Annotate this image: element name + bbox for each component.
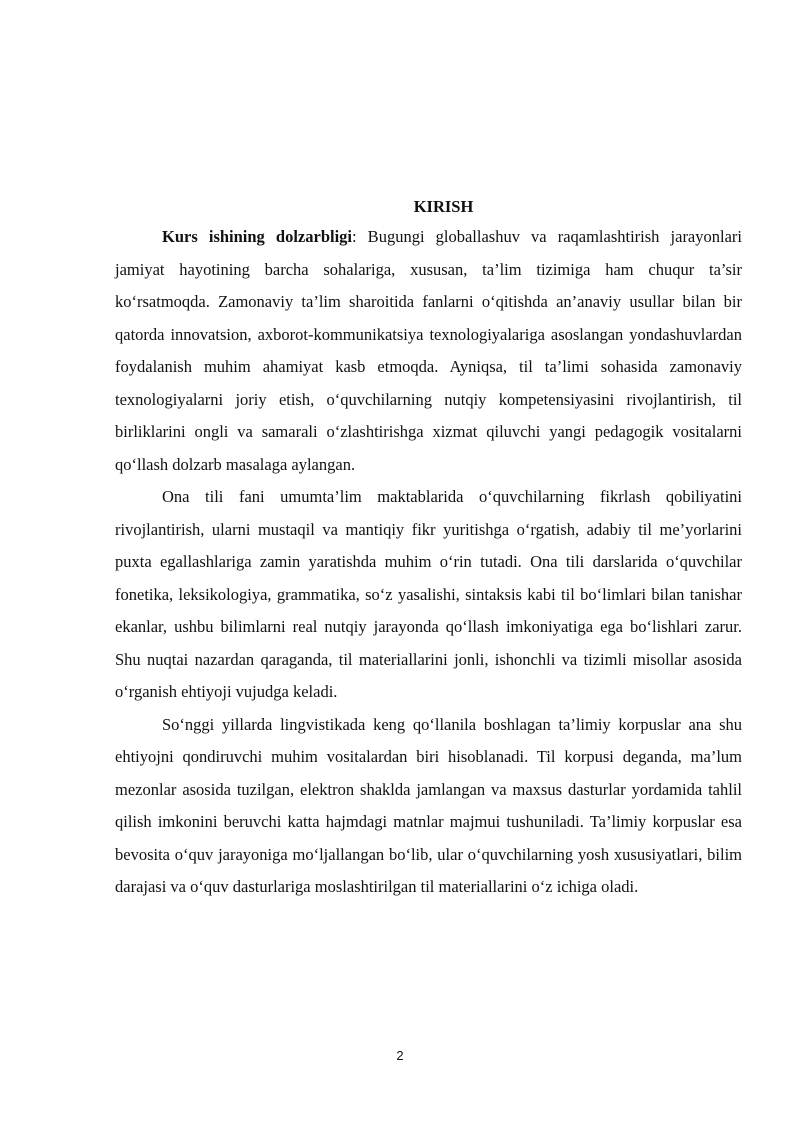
paragraph-text: : Bugungi globallashuv va raqamlashtirish jarayonlari jamiyat hayotining barcha sohalariga, xususan, ta’lim tizimiga ham chuqur ta’sir ko‘rsatmoqda. Zamonaviy ta’lim sharoitida fanlarni o‘qitishda an’anaviy usullar bilan bir qatorda innovatsion, axborot-kommunikatsiya texnologiyalariga asoslangan yondashuvlardan foydalanish muhim ahamiyat kasb etmoqda. Ayniqsa, til ta’limi sohasida zamonaviy texnologiyalarni joriy etish, o‘quvchilarning nutqiy kompetensiyasini rivojlantirish, til birliklarini ongli va samarali o‘zlashtirishga xizmat qiluvchi yangi pedagogik vositalarni qo‘llash dolzarb masalaga aylangan. [115, 227, 742, 474]
document-body [115, 196, 742, 904]
paragraph-corpora [115, 709, 742, 904]
paragraph-relevance [115, 221, 742, 481]
paragraph-lead: Kurs ishining dolzarbligi [162, 227, 352, 246]
paragraph-text: Ona tili fani umumta’lim maktablarida o‘quvchilarning fikrlash qobiliyatini rivojlantirish, ularni mustaqil va mantiqiy fikr yuritishga o‘rgatish, adabiy til me’yorlarini puxta egallashlariga zamin yaratishda muhim o‘rin tutadi. Ona tili darslarida o‘quvchilar fonetika, leksikologiya, grammatika, so‘z yasalishi, sintaksis kabi til bo‘limlari bilan tanishar ekanlar, ushbu bilimlarni real nutqiy jarayonda qo‘llash imkoniyatiga ega bo‘lishlari zarur. Shu nuqtai nazardan qaraganda, til materiallarini jonli, ishonchli va tizimli misollar asosida o‘rganish ehtiyoji vujudga keladi. [115, 487, 742, 701]
page-number: 2 [396, 1048, 404, 1063]
paragraph-text: So‘nggi yillarda lingvistikada keng qo‘llanila boshlagan ta’limiy korpuslar ana shu ehtiyojni qondiruvchi muhim vositalardan biri hisoblanadi. Til korpusi deganda, ma’lum mezonlar asosida tuzilgan, elektron shaklda jamlangan va maxsus dasturlar yordamida tahlil qilish imkonini beruvchi katta hajmdagi matnlar majmui tushuniladi. Ta’limiy korpuslar esa bevosita o‘quv jarayoniga mo‘ljallangan bo‘lib, ular o‘quvchilarning yosh xususiyatlari, bilim darajasi va o‘quv dasturlariga moslashtirilgan til materiallarini o‘z ichiga oladi. [115, 714, 742, 896]
paragraph-mother-tongue [115, 481, 742, 709]
section-heading: KIRISH [413, 197, 474, 216]
